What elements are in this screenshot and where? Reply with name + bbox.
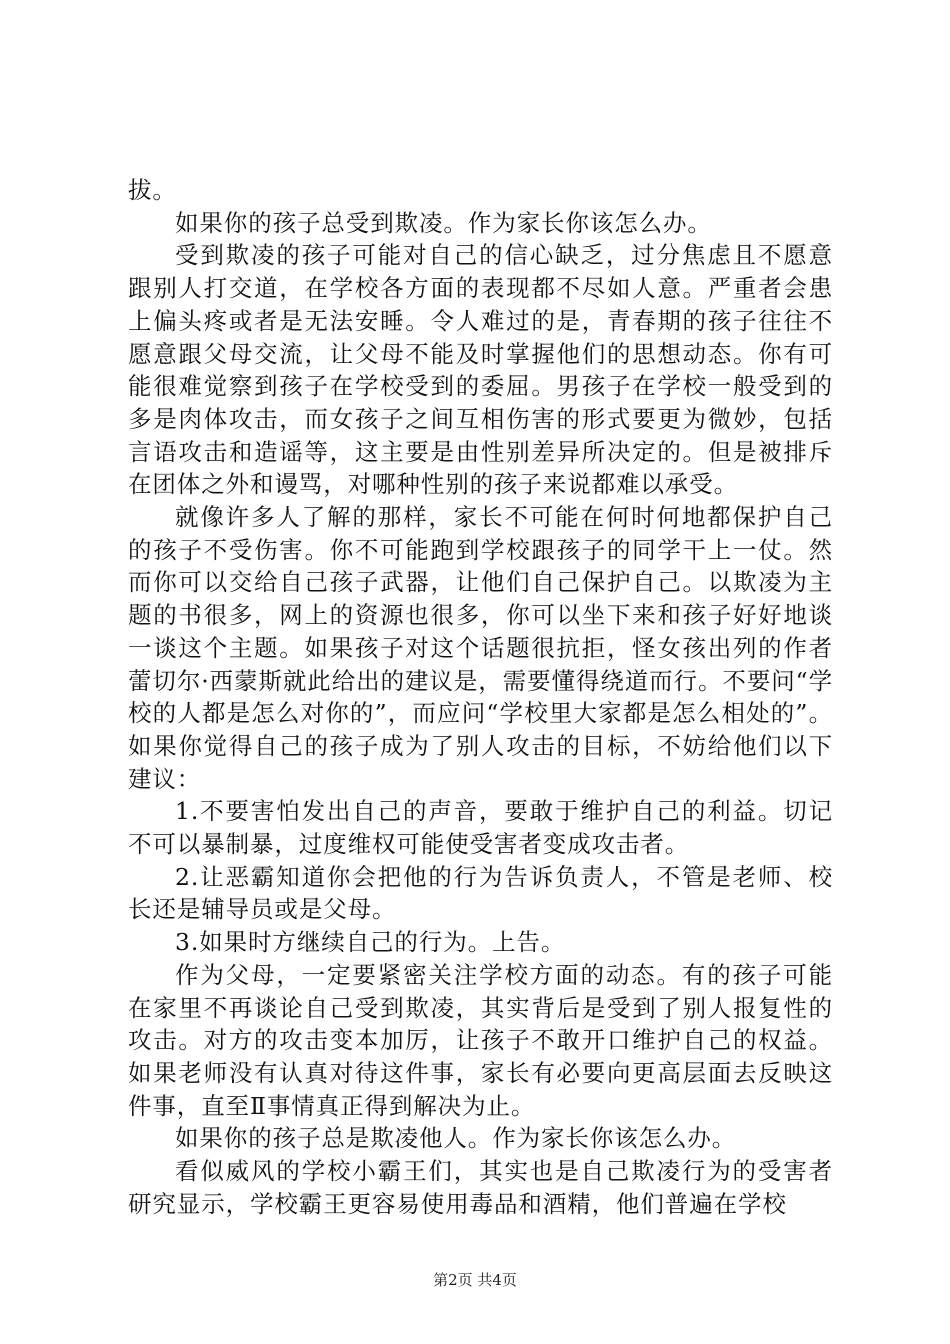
paragraph-tip-1: 1.不要害怕发出自己的声音，要敢于维护自己的利益。切记不可以暴制暴，过度维权可能使受害者变成攻击者。 — [128, 797, 833, 859]
paragraph-tip-2: 2.让恶霸知道你会把他的行为告诉负责人，不管是老师、校长还是辅导员或是父母。 — [128, 862, 833, 924]
paragraph-school-dynamics: 作为父母，一定要紧密关注学校方面的动态。有的孩子可能在家里不再谈论自己受到欺凌，其实背后是受到了别人报复性的攻击。对方的攻击变本加厉，让孩子不敢开口维护自己的权益。如果老师没有认真对待这件事，家长有必要向更高层面去反映这件事，直至Ⅱ事情真正得到解决为止。 — [128, 960, 833, 1120]
paragraph-heading-bully: 如果你的孩子总是欺凌他人。作为家长你该怎么办。 — [175, 1124, 737, 1153]
paragraph-victim-effects: 受到欺凌的孩子可能对自己的信心缺乏，过分焦虑且不愿意跟别人打交道，在学校各方面的表现都不尽如人意。严重者会患上偏头疼或者是无法安睡。令人难过的是，青春期的孩子往往不愿意跟父母交流，让父母不能及时掌握他们的思想动态。你有可能很难觉察到孩子在学校受到的委屈。男孩子在学校一般受到的多是肉体攻击，而女孩子之间互相伤害的形式要更为微妙，包括言语攻击和造谣等，这主要是由性别差异所决定的。但是被排斥在团体之外和谩骂，对哪种性别的孩子来说都难以承受。 — [128, 241, 833, 499]
paragraph-continuation: 拔。 — [128, 176, 177, 204]
page-footer — [0, 1270, 950, 1290]
paragraph-tip-3: 3.如果时方继续自己的行为。上告。 — [175, 928, 566, 957]
paragraph-bully-research: 看似威风的学校小霸王们，其实也是自己欺凌行为的受害者研究显示，学校霸王更容易使用毒品和酒精，他们普遍在学校 — [128, 1157, 833, 1218]
paragraph-parent-advice: 就像许多人了解的那样，家长不可能在何时何地都保护自己的孩子不受伤害。你不可能跑到学校跟孩子的同学干上一仗。然而你可以交给自己孩子武器，让他们自己保护自己。以欺凌为主题的书很多，网上的资源也很多，你可以坐下来和孩子好好地谈一谈这个主题。如果孩子对这个话题很抗拒，怪女孩出列的作者蕾切尔·西蒙斯就此给出的建议是，需要懂得绕道而行。不要问“学校的人都是怎么对你的”，而应问“学校里大家都是怎么相处的”。如果你觉得自己的孩子成为了别人攻击的目标，不妨给他们以下建议： — [128, 503, 833, 793]
paragraph-heading-victim: 如果你的孩子总受到欺凌。作为家长你该怎么办。 — [175, 208, 712, 237]
document-body — [128, 174, 833, 1221]
page-number: 第2页 共4页 — [433, 1271, 517, 1289]
